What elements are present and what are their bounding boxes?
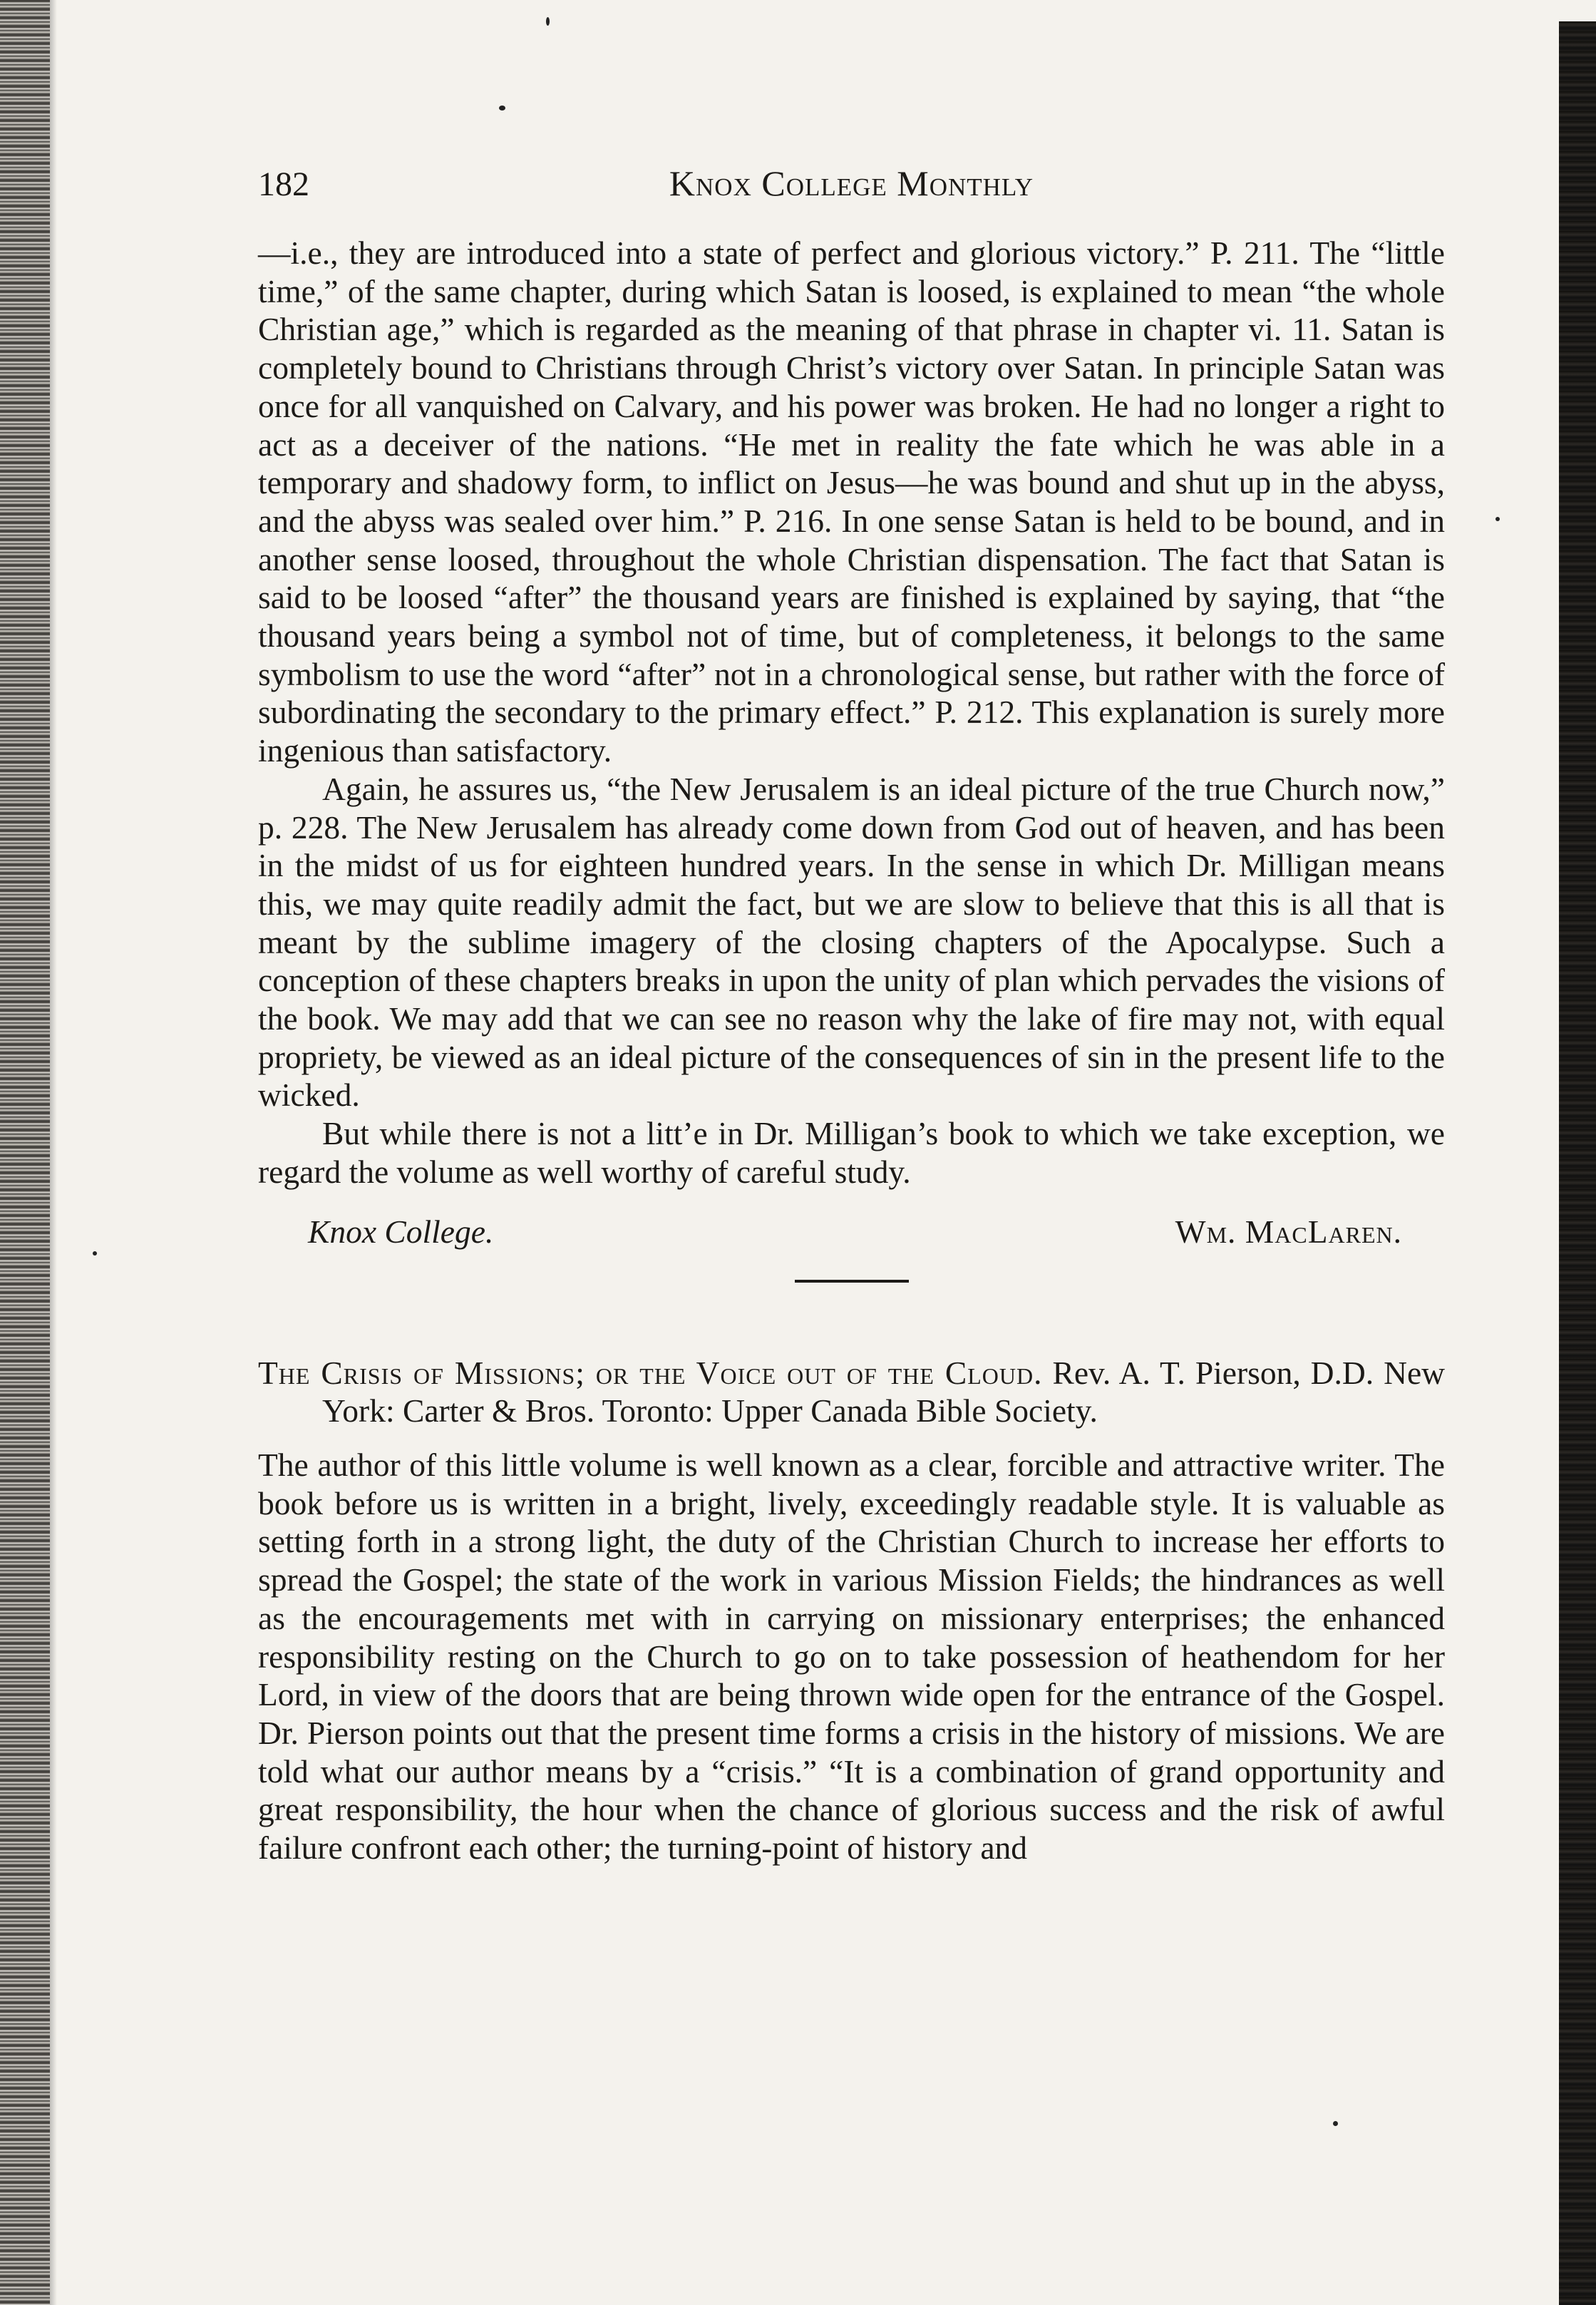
- review-pierson: [258, 1354, 1445, 1867]
- reviewer-signature: [258, 1213, 1445, 1251]
- scan-edge-right: [1559, 21, 1596, 2305]
- review-paragraph: —i.e., they are introduced into a state of perfect and glorious victory.” P. 211. The “little time,” of the same chapter, during which Satan is loosed, is explained to mean “the whole Christian age,” which is regarded as the meaning of that phrase in chapter vi. 11. Satan is completely bound to Christians through Christ’s victory over Satan. In principle Satan was once for all vanquished on Calvary, and his power was broken. He had no longer a right to act as a deceiver of the nations. “He met in reality the fate which he was able in a temporary and shadowy form, to inflict on Jesus—he was bound and shut up in the abyss, and the abyss was sealed over him.” P. 216. In one sense Satan is held to be bound, and in another sense loosed, throughout the whole Christian dispensation. The fact that Satan is said to be loosed “after” the thousand years are finished is explained by saying, that “the thousand years being a symbol not of time, but of completeness, it belongs to the same symbolism to use the word “after” not in a chronological sense, but rather with the force of subordinating the secondary to the primary effect.” P. 212. This explanation is surely more ingenious than satisfactory.: [258, 235, 1445, 769]
- signature-place: Knox College.: [308, 1213, 494, 1250]
- section-divider: [795, 1280, 909, 1283]
- review-paragraph: Again, he assures us, “the New Jerusalem is an ideal picture of the true Church now,” p. 228. The New Jerusalem has already come down from God out of heaven, and has been in the midst of us for eighteen hundred years. In the sense in which Dr. Milligan means this, we may quite readily admit the fact, but we are slow to believe that this is all that is meant by the sublime imagery of the closing chapters of the Apocalypse. Such a conception of these chapters breaks in upon the unity of plan which pervades the visions of the book. We may add that we can see no reason why the lake of fire may not, with equal propriety, be viewed as an ideal picture of the consequences of sin in the present life to the wicked.: [258, 770, 1445, 1114]
- page-number: 182: [258, 165, 309, 203]
- running-head: [258, 163, 1445, 205]
- journal-title: Knox College Monthly: [669, 163, 1034, 203]
- review-paragraph: But while there is not a litt’e in Dr. Milligan’s book to which we take exception, we regard the volume as well worthy of careful study.: [258, 1115, 1445, 1190]
- scan-speck: [93, 1251, 97, 1256]
- book-title: The Crisis of Missions; or the Voice out of the Cloud.: [258, 1354, 1043, 1391]
- book-heading: [258, 1354, 1445, 1430]
- scan-speck: [546, 17, 550, 26]
- review-paragraph: The author of this little volume is well known as a clear, forcible and attractive writer. The book before us is written in a bright, lively, exceedingly readable style. It is valuable as setting forth in a strong light, the duty of the Christian Church to increase her efforts to spread the Gospel; the state of the work in various Mission Fields; the hindrances as well as the encouragements met with in carrying on missionary enterprises; the enhanced responsibility resting on the Church to go on to take possession of heathendom for her Lord, in view of the doors that are being thrown wide open for the entrance of the Gospel. Dr. Pierson points out that the present time forms a crisis in the history of missions. We are told what our author means by a “crisis.” “It is a combination of grand opportunity and great responsibility, the hour when the chance of glorious success and the risk of awful failure confront each other; the turning-point of history and: [258, 1446, 1445, 1867]
- review-milligan: [258, 234, 1445, 1251]
- signature-name: Wm. MacLaren.: [1175, 1213, 1402, 1250]
- binding-edge-left: [0, 0, 50, 2305]
- book-details: Rev. A. T. Pierson, D.D. New York: Carter & Bros. Toronto: Upper Canada Bible Society.: [322, 1354, 1446, 1429]
- scan-speck: [1333, 2121, 1338, 2126]
- scan-speck: [1495, 517, 1500, 521]
- scan-speck: [499, 106, 505, 111]
- book-page: [258, 163, 1445, 1867]
